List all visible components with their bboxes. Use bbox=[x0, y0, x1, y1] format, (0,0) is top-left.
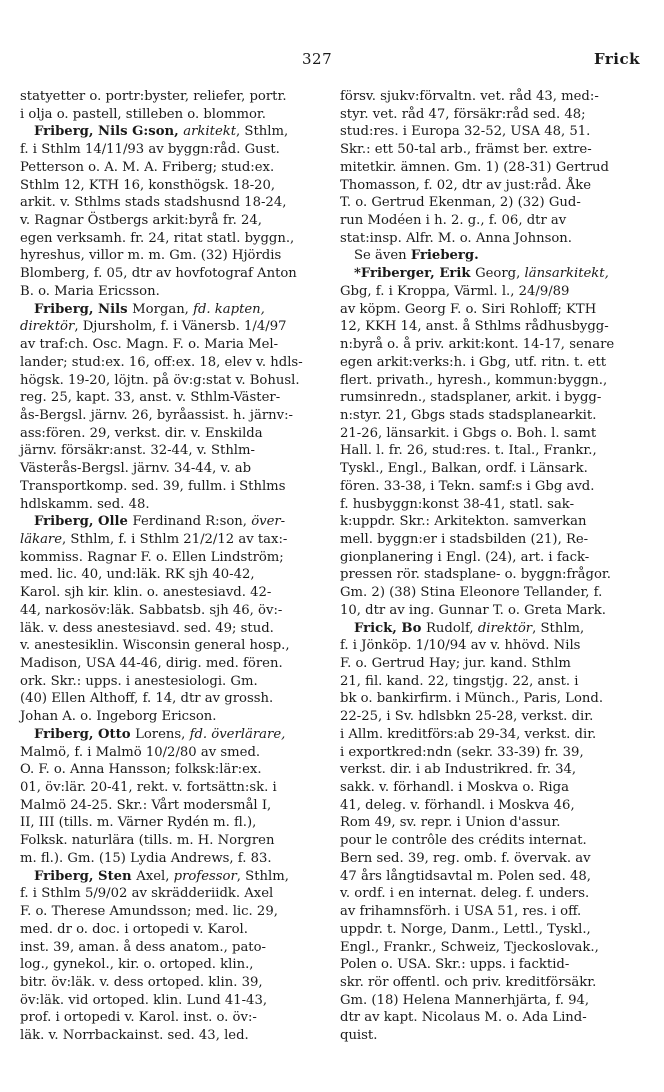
entry-name: Friberg, Otto bbox=[34, 726, 136, 742]
text-line bbox=[340, 123, 642, 141]
text-line bbox=[20, 655, 322, 673]
text-run: inst. 39, aman. å dess anatom., pato- bbox=[20, 939, 266, 955]
text-run: , Sthlm, f. i Sthlm 21/2/12 av tax:- bbox=[62, 531, 288, 547]
text-run: reg. 25, kapt. 33, anst. v. Sthlm-Väster- bbox=[20, 390, 281, 406]
text-line bbox=[20, 690, 322, 708]
text-run: Madison, USA 44-46, dirig. med. fören. bbox=[20, 656, 283, 671]
text-line bbox=[20, 159, 322, 177]
entry-title-italic: professor bbox=[173, 868, 237, 884]
text-run: Johan A. o. Ingeborg Ericson. bbox=[20, 709, 217, 725]
text-line bbox=[340, 549, 642, 567]
text-run: bitr. öv:läk. v. dess ortoped. klin. 39, bbox=[20, 974, 263, 990]
entry-heading-line bbox=[340, 265, 642, 283]
text-line bbox=[340, 283, 642, 301]
text-line bbox=[340, 992, 642, 1010]
text-run: f. husbyggn:konst 38-41, statl. sak- bbox=[340, 496, 575, 512]
text-line bbox=[20, 708, 322, 726]
text-run: (40) Ellen Althoff, f. 14, dtr av grossh. bbox=[20, 691, 274, 707]
text-line bbox=[20, 744, 322, 762]
text-line bbox=[340, 655, 642, 673]
text-line bbox=[340, 726, 642, 744]
text-run: Lorens, bbox=[135, 726, 190, 742]
entry-name: Frieberg. bbox=[410, 248, 479, 264]
text-line bbox=[20, 141, 322, 159]
text-run: n:styr. 21, Gbgs stads stadsplanearkit. bbox=[340, 407, 597, 423]
text-line bbox=[20, 832, 322, 850]
text-line bbox=[20, 531, 322, 549]
text-run: Morgan, bbox=[132, 301, 194, 317]
text-run: , Sthlm, bbox=[236, 124, 289, 140]
text-run: Bern sed. 39, reg. omb. f. övervak. av bbox=[340, 850, 591, 866]
text-line bbox=[20, 265, 322, 283]
text-run: Blomberg, f. 05, dtr av hovfotograf Anton bbox=[20, 266, 297, 282]
text-line bbox=[340, 1027, 642, 1045]
text-run: Västerås-Bergsl. järnv. 34-44, v. ab bbox=[20, 461, 252, 477]
text-run: hdlskamm. sed. 48. bbox=[20, 496, 150, 512]
text-line bbox=[20, 407, 322, 425]
text-line bbox=[20, 549, 322, 567]
text-run: skr. rör offentl. och priv. kreditförsäkr. bbox=[340, 974, 597, 990]
text-line bbox=[20, 1009, 322, 1027]
text-run: hyreshus, villor m. m. Gm. (32) Hjördis bbox=[20, 248, 282, 264]
text-line bbox=[20, 247, 322, 265]
entry-name: Friberg, Olle bbox=[34, 514, 133, 530]
text-run: Karol. sjh kir. klin. o. anestesiavd. 42- bbox=[20, 585, 272, 601]
text-run: log., gynekol., kir. o. ortoped. klin., bbox=[20, 957, 254, 973]
text-run: quist. bbox=[340, 1028, 378, 1044]
text-line bbox=[20, 318, 322, 336]
text-run: Polen o. USA. Skr.: upps. i facktid- bbox=[340, 957, 570, 973]
text-run: kommiss. Ragnar F. o. Ellen Lindström; bbox=[20, 549, 284, 565]
entry-heading-line bbox=[20, 301, 322, 319]
entry-name: Friberg, Sten bbox=[34, 868, 137, 884]
text-run: styr. vet. råd 47, försäkr:råd sed. 48; bbox=[340, 106, 586, 122]
text-run: run Modéen i h. 2. g., f. 06, dtr av bbox=[340, 213, 567, 229]
text-run: Petterson o. A. M. A. Friberg; stud:ex. bbox=[20, 159, 275, 175]
text-run: B. o. Maria Ericsson. bbox=[20, 283, 160, 299]
text-run: 47 års långtidsavtal m. Polen sed. 48, bbox=[340, 868, 591, 884]
text-line bbox=[20, 903, 322, 921]
text-run: 01, öv:lär. 20-41, rekt. v. fortsättn:sk. i bbox=[20, 780, 277, 796]
text-line bbox=[20, 974, 322, 992]
text-run: egen verksamh. fr. 24, ritat statl. byggn., bbox=[20, 230, 295, 246]
text-run: Gbg, f. i Kroppa, Värml. l., 24/9/89 bbox=[340, 283, 570, 299]
text-run: fören. 33-38, i Tekn. samf:s i Gbg avd. bbox=[340, 478, 595, 494]
text-run: bk o. bankirfirm. i Münch., Paris, Lond. bbox=[340, 691, 604, 707]
text-run: rumsinredn., stadsplaner, arkit. i bygg- bbox=[340, 390, 602, 406]
text-run: stat:insp. Alfr. M. o. Anna Johnson. bbox=[340, 230, 572, 246]
text-line bbox=[340, 372, 642, 390]
text-line bbox=[20, 212, 322, 230]
text-run: Rom 49, sv. repr. i Union d'assur. bbox=[340, 815, 561, 831]
text-run: n:byrå o. å priv. arkit:kont. 14-17, senare bbox=[340, 337, 615, 353]
text-run: med. dr o. doc. i ortopedi v. Karol. bbox=[20, 921, 248, 937]
text-run: v. anestesiklin. Wisconsin general hosp., bbox=[20, 638, 290, 654]
entry-title-italic: direktör bbox=[20, 319, 75, 335]
text-line bbox=[340, 602, 642, 620]
text-line bbox=[340, 814, 642, 832]
text-run: 21, fil. kand. 22, tingstjg. 22, anst. i bbox=[340, 673, 579, 689]
text-run: f. i Sthlm 5/9/02 av skrädderiidk. Axel bbox=[20, 886, 274, 902]
text-run: läk. v. dess anestesiavd. sed. 49; stud. bbox=[20, 620, 274, 636]
text-run: Axel, bbox=[136, 868, 174, 884]
text-run: försv. sjukv:förvaltn. vet. råd 43, med:- bbox=[340, 89, 599, 104]
text-line bbox=[20, 620, 322, 638]
text-line bbox=[20, 885, 322, 903]
text-line bbox=[20, 372, 322, 390]
text-line bbox=[20, 389, 322, 407]
text-line bbox=[20, 921, 322, 939]
text-line bbox=[20, 478, 322, 496]
text-run: ass:fören. 29, verkst. dir. v. Enskilda bbox=[20, 425, 263, 441]
text-run: 12, KKH 14, anst. å Sthlms rådhusbygg- bbox=[340, 319, 609, 335]
text-line bbox=[340, 708, 642, 726]
text-line bbox=[340, 531, 642, 549]
text-line bbox=[340, 744, 642, 762]
text-run: , Sthlm, bbox=[532, 620, 585, 636]
text-line bbox=[340, 194, 642, 212]
text-line bbox=[340, 939, 642, 957]
text-run: ås-Bergsl. järnv. 26, byråassist. h. järnv:- bbox=[20, 407, 293, 423]
text-run: f. i Sthlm 14/11/93 av byggn:råd. Gust. bbox=[20, 142, 280, 158]
text-line bbox=[20, 797, 322, 815]
text-line bbox=[340, 212, 642, 230]
entry-title-italic: fd. överlärare, bbox=[189, 726, 286, 742]
text-run: 22-25, i Sv. hdlsbkn 25-28, verkst. dir. bbox=[340, 709, 594, 725]
text-run: Malmö, f. i Malmö 10/2/80 av smed. bbox=[20, 744, 261, 760]
text-line bbox=[340, 177, 642, 195]
page-number: 327 bbox=[302, 50, 333, 68]
text-run: Thomasson, f. 02, dtr av just:råd. Åke bbox=[340, 177, 592, 193]
text-run: Gm. 2) (38) Stina Eleonore Tellander, f. bbox=[340, 585, 603, 601]
text-line bbox=[20, 850, 322, 868]
text-line bbox=[340, 407, 642, 425]
text-run: arkit. v. Sthlms stads stadshusnd 18-24, bbox=[20, 195, 287, 211]
text-line bbox=[340, 566, 642, 584]
text-line bbox=[20, 88, 322, 106]
text-line bbox=[340, 425, 642, 443]
text-line bbox=[340, 690, 642, 708]
text-run: sakk. v. förhandl. i Moskva o. Riga bbox=[340, 780, 569, 796]
text-run: , Sthlm, bbox=[236, 868, 289, 884]
text-run: statyetter o. portr:byster, reliefer, portr. bbox=[20, 89, 287, 104]
text-run: gionplanering i Engl. (24), art. i fack- bbox=[340, 549, 590, 565]
text-line bbox=[340, 478, 642, 496]
text-run: av köpm. Georg F. o. Siri Rohloff; KTH bbox=[340, 301, 597, 317]
text-line bbox=[20, 637, 322, 655]
text-run: 41, deleg. v. förhandl. i Moskva 46, bbox=[340, 797, 575, 813]
text-line bbox=[340, 336, 642, 354]
text-line bbox=[20, 106, 322, 124]
text-line bbox=[340, 496, 642, 514]
entry-title-italic: länsarkitekt, bbox=[524, 266, 609, 282]
text-run: Malmö 24-25. Skr.: Vårt modersmål I, bbox=[20, 797, 272, 813]
text-run: i olja o. pastell, stilleben o. blommor. bbox=[20, 106, 266, 122]
text-run: stud:res. i Europa 32-52, USA 48, 51. bbox=[340, 124, 591, 140]
text-run: F. o. Therese Amundsson; med. lic. 29, bbox=[20, 904, 278, 920]
text-run: mell. byggn:er i stadsbilden (21), Re- bbox=[340, 531, 589, 547]
text-run: Engl., Frankr., Schweiz, Tjeckoslovak., bbox=[340, 939, 599, 955]
text-run: 10, dtr av ing. Gunnar T. o. Greta Mark. bbox=[340, 602, 606, 618]
entry-name: Friberg, Nils G:son, bbox=[34, 124, 184, 140]
text-line bbox=[340, 159, 642, 177]
text-run: T. o. Gertrud Ekenman, 2) (32) Gud- bbox=[340, 195, 581, 211]
text-run: Tyskl., Engl., Balkan, ordf. i Länsark. bbox=[340, 461, 588, 477]
text-run: i Allm. kreditförs:ab 29-34, verkst. dir. bbox=[340, 726, 597, 742]
text-line bbox=[20, 230, 322, 248]
entry-heading-line bbox=[340, 620, 642, 638]
text-line bbox=[340, 513, 642, 531]
left-column bbox=[20, 88, 322, 1045]
text-line bbox=[340, 1009, 642, 1027]
text-line bbox=[340, 868, 642, 886]
text-run: järnv. försäkr:anst. 32-44, v. Sthlm- bbox=[20, 443, 255, 459]
text-run: Ferdinand R:son, bbox=[132, 514, 252, 530]
text-line bbox=[340, 106, 642, 124]
text-run: m. fl.). Gm. (15) Lydia Andrews, f. 83. bbox=[20, 850, 272, 866]
text-line bbox=[20, 814, 322, 832]
text-run: pour le contrôle des crédits internat. bbox=[340, 833, 587, 849]
text-line bbox=[340, 885, 642, 903]
text-line bbox=[340, 88, 642, 106]
text-run: Gm. (18) Helena Mannerhjärta, f. 94, bbox=[340, 992, 590, 1008]
text-line bbox=[20, 673, 322, 691]
text-line bbox=[20, 956, 322, 974]
text-line bbox=[20, 1027, 322, 1045]
entry-heading-line bbox=[20, 726, 322, 744]
text-line bbox=[340, 797, 642, 815]
entry-name: *Friberger, Erik bbox=[354, 266, 476, 282]
text-line bbox=[340, 779, 642, 797]
text-run: , Djursholm, f. i Vänersb. 1/4/97 bbox=[74, 319, 287, 335]
text-run: flert. privath., hyresh., kommun:byggn., bbox=[340, 372, 608, 388]
text-line bbox=[340, 318, 642, 336]
text-line bbox=[340, 247, 642, 265]
text-line bbox=[20, 336, 322, 354]
entry-heading-line bbox=[20, 513, 322, 531]
text-run: verkst. dir. i ab Industrikred. fr. 34, bbox=[340, 762, 577, 778]
text-line bbox=[20, 283, 322, 301]
text-run: O. F. o. Anna Hansson; folksk:lär:ex. bbox=[20, 762, 262, 778]
text-line bbox=[20, 177, 322, 195]
text-line bbox=[340, 974, 642, 992]
text-line bbox=[340, 230, 642, 248]
text-run: med. lic. 40, und:läk. RK sjh 40-42, bbox=[20, 567, 255, 583]
text-line bbox=[20, 584, 322, 602]
text-run: v. Ragnar Östbergs arkit:byrå fr. 24, bbox=[20, 213, 262, 229]
text-run: i exportkred:ndn (sekr. 33-39) fr. 39, bbox=[340, 744, 584, 760]
text-line bbox=[340, 850, 642, 868]
entry-heading-line bbox=[20, 123, 322, 141]
text-run: Sthlm 12, KTH 16, konsthögsk. 18-20, bbox=[20, 177, 276, 193]
text-run: ork. Skr.: upps. i anestesiologi. Gm. bbox=[20, 673, 258, 689]
text-run: pressen rör. stadsplane- o. byggn:frågor. bbox=[340, 567, 611, 583]
text-run: Hall. l. fr. 26, stud:res. t. Ital., Frankr., bbox=[340, 443, 597, 459]
text-line bbox=[20, 761, 322, 779]
text-run: II, III (tills. m. Värner Rydén m. fl.), bbox=[20, 815, 257, 831]
entry-name: Friberg, Nils bbox=[34, 301, 133, 317]
text-run: Transportkomp. sed. 39, fullm. i Sthlms bbox=[20, 478, 286, 494]
text-line bbox=[20, 779, 322, 797]
text-run: Folksk. naturlära (tills. m. H. Norgren bbox=[20, 833, 275, 849]
text-line bbox=[340, 442, 642, 460]
text-line bbox=[340, 921, 642, 939]
entry-title-italic: över- bbox=[251, 514, 286, 530]
text-run: prof. i ortopedi v. Karol. inst. o. öv:- bbox=[20, 1010, 257, 1026]
text-line bbox=[340, 956, 642, 974]
text-run: dtr av kapt. Nicolaus M. o. Ada Lind- bbox=[340, 1010, 587, 1026]
text-run: läk. v. Norrbackainst. sed. 43, led. bbox=[20, 1028, 249, 1044]
text-line bbox=[20, 496, 322, 514]
text-line bbox=[340, 301, 642, 319]
text-line bbox=[340, 354, 642, 372]
text-line bbox=[340, 141, 642, 159]
text-line bbox=[340, 673, 642, 691]
text-run: f. i Jönköp. 1/10/94 av v. hhövd. Nils bbox=[340, 638, 581, 654]
entry-title-italic: direktör bbox=[477, 620, 533, 636]
text-run: Skr.: ett 50-tal arb., främst ber. extre- bbox=[340, 142, 592, 158]
text-run: lander; stud:ex. 16, off:ex. 18, elev v. hdls- bbox=[20, 354, 303, 370]
text-run: Rudolf, bbox=[425, 620, 478, 636]
text-run: 44, narkosöv:läk. Sabbatsb. sjh 46, öv:- bbox=[20, 602, 283, 618]
text-run: v. ordf. i en internat. deleg. f. unders. bbox=[340, 886, 590, 902]
text-line bbox=[20, 460, 322, 478]
text-run: av traf:ch. Osc. Magn. F. o. Maria Mel- bbox=[20, 337, 279, 353]
entry-title-italic: fd. kapten, bbox=[193, 301, 265, 317]
entry-name: Frick, Bo bbox=[354, 620, 426, 636]
text-line bbox=[20, 425, 322, 443]
text-run: högsk. 19-20, löjtn. på öv:g:stat v. Bohusl. bbox=[20, 372, 300, 388]
text-line bbox=[20, 354, 322, 372]
text-line bbox=[20, 602, 322, 620]
text-line bbox=[20, 442, 322, 460]
text-line bbox=[340, 460, 642, 478]
text-run: Georg, bbox=[475, 266, 525, 282]
text-line bbox=[20, 939, 322, 957]
text-line bbox=[340, 389, 642, 407]
text-run: k:uppdr. Skr.: Arkitekton. samverkan bbox=[340, 514, 587, 530]
right-column bbox=[340, 88, 642, 1045]
text-run: av frihamnsförh. i USA 51, res. i off. bbox=[340, 904, 582, 920]
text-line bbox=[20, 194, 322, 212]
entry-heading-line bbox=[20, 868, 322, 886]
text-line bbox=[340, 584, 642, 602]
text-run: öv:läk. vid ortoped. klin. Lund 41-43, bbox=[20, 992, 268, 1008]
text-run: Se även bbox=[354, 248, 411, 264]
text-line bbox=[340, 903, 642, 921]
entry-title-italic: arkitekt bbox=[183, 124, 237, 140]
text-run: uppdr. t. Norge, Danm., Lettl., Tyskl., bbox=[340, 921, 591, 937]
text-run: 21-26, länsarkit. i Gbgs o. Boh. l. samt bbox=[340, 425, 597, 441]
text-line bbox=[20, 566, 322, 584]
text-line bbox=[340, 637, 642, 655]
running-head: Frick bbox=[593, 50, 640, 68]
text-line bbox=[340, 832, 642, 850]
text-run: egen arkit:verks:h. i Gbg, utf. ritn. t. ett bbox=[340, 354, 607, 370]
text-run: F. o. Gertrud Hay; jur. kand. Sthlm bbox=[340, 656, 571, 671]
text-run: mitetkir. ämnen. Gm. 1) (28-31) Gertrud bbox=[340, 159, 609, 175]
entry-title-italic: läkare bbox=[20, 531, 63, 547]
text-line bbox=[340, 761, 642, 779]
text-line bbox=[20, 992, 322, 1010]
